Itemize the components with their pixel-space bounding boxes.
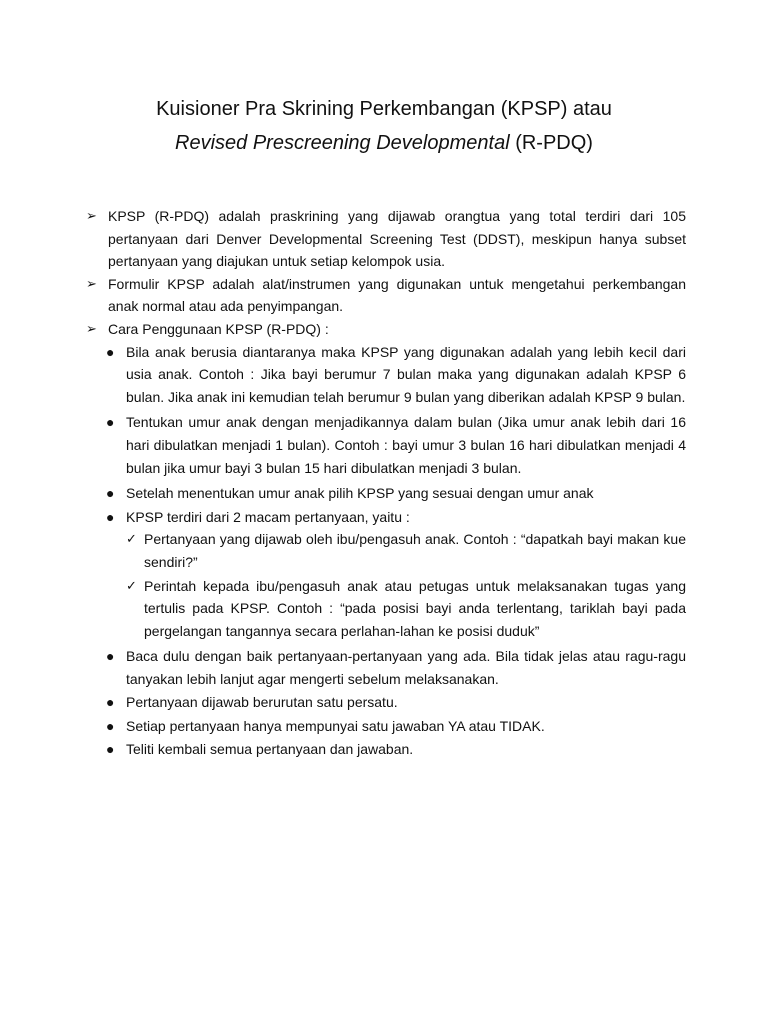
sub-list-item-text: Bila anak berusia diantaranya maka KPSP yang digunakan adalah yang lebih kecil dari usia anak. Contoh : Jika bayi berumur 7 bulan maka yang digunakan adalah KPSP 6 bulan. Jika anak ini kemudian telah berumur 9 bulan yang diberikan adalah KPSP 9 bulan. bbox=[126, 343, 686, 405]
sub-list-item bbox=[86, 482, 686, 505]
sub-list-item-text: Baca dulu dengan baik pertanyaan-pertanyaan yang ada. Bila tidak jelas atau ragu-ragu tanyakan lebih lanjut agar mengerti sebelum melaksanakan. bbox=[126, 648, 686, 687]
arrow-bullet-icon: ➢ bbox=[86, 275, 97, 291]
sub-list-item bbox=[86, 738, 686, 761]
document-title-line-2 bbox=[60, 131, 708, 155]
sub-list-item bbox=[86, 691, 686, 714]
sub-list-item-text: Tentukan umur anak dengan menjadikannya dalam bulan (Jika umur anak lebih dari 16 hari dibulatkan menjadi 1 bulan). Contoh : bayi umur 3 bulan 16 hari dibulatkan menjadi 4 bulan jika umur bayi 3 bulan 15 hari dibulatkan menjadi 3 bulan. bbox=[126, 414, 686, 476]
document-title-line-1: Kuisioner Pra Skrining Perkembangan (KPSP) atau bbox=[156, 98, 612, 120]
sub-list-item bbox=[86, 341, 686, 409]
sub-list-item-text: Pertanyaan dijawab berurutan satu persatu. bbox=[126, 694, 398, 711]
check-mark-icon: ✓ bbox=[126, 577, 137, 593]
dot-bullet-icon: ● bbox=[106, 414, 115, 431]
document-title-suffix: (R-PDQ) bbox=[509, 132, 593, 154]
dot-bullet-icon: ● bbox=[106, 648, 115, 665]
arrow-bullet-icon: ➢ bbox=[86, 208, 97, 223]
document-title-italic: Revised Prescreening Developmental bbox=[175, 132, 510, 154]
check-list-item-text: Pertanyaan yang dijawab oleh ibu/pengasuh anak. Contoh : “dapatkah bayi makan kue sendiri?” bbox=[144, 531, 686, 570]
list-item-text: KPSP (R-PDQ) adalah praskrining yang dijawab orangtua yang total terdiri dari 105 pertanyaan dari Denver Developmental Screening Test (DDST), meskipun hanya subset pertanyaan yang diajukan untuk setiap kelompok usia. bbox=[108, 208, 686, 270]
sub-list-item-text: Teliti kembali semua pertanyaan dan jawaban. bbox=[126, 740, 414, 757]
sub-list-item-text: KPSP terdiri dari 2 macam pertanyaan, yaitu : bbox=[126, 508, 410, 525]
list-item bbox=[86, 318, 686, 341]
sub-list-item-text: Setiap pertanyaan hanya mempunyai satu jawaban YA atau TIDAK. bbox=[126, 718, 545, 735]
dot-bullet-icon: ● bbox=[106, 343, 115, 360]
sub-list-item bbox=[86, 715, 686, 738]
dot-bullet-icon: ● bbox=[106, 740, 115, 757]
sub-list-item-text: Setelah menentukan umur anak pilih KPSP yang sesuai dengan umur anak bbox=[126, 485, 594, 502]
list-item-text: Cara Penggunaan KPSP (R-PDQ) : bbox=[108, 320, 329, 337]
dot-bullet-icon: ● bbox=[106, 508, 115, 525]
document-body bbox=[86, 205, 686, 760]
sub-list-item bbox=[86, 645, 686, 690]
sub-list-item bbox=[86, 506, 686, 529]
dot-bullet-icon: ● bbox=[106, 485, 115, 502]
sub-list-item bbox=[86, 411, 686, 479]
check-list-item-text: Perintah kepada ibu/pengasuh anak atau petugas untuk melaksanakan tugas yang tertulis pada KPSP. Contoh : “pada posisi bayi anda terlentang, tariklah bayi pada pergelangan tangannya secara perlahan-lahan ke posisi duduk” bbox=[144, 577, 686, 639]
list-item-text: Formulir KPSP adalah alat/instrumen yang digunakan untuk mengetahui perkembangan anak normal atau ada penyimpangan. bbox=[108, 275, 686, 315]
arrow-bullet-icon: ➢ bbox=[86, 320, 97, 336]
check-mark-icon: ✓ bbox=[126, 531, 137, 547]
dot-bullet-icon: ● bbox=[106, 718, 115, 735]
check-list-item bbox=[86, 528, 686, 573]
list-item bbox=[86, 205, 686, 273]
check-list-item bbox=[86, 575, 686, 643]
dot-bullet-icon: ● bbox=[106, 694, 115, 711]
list-item bbox=[86, 273, 686, 318]
